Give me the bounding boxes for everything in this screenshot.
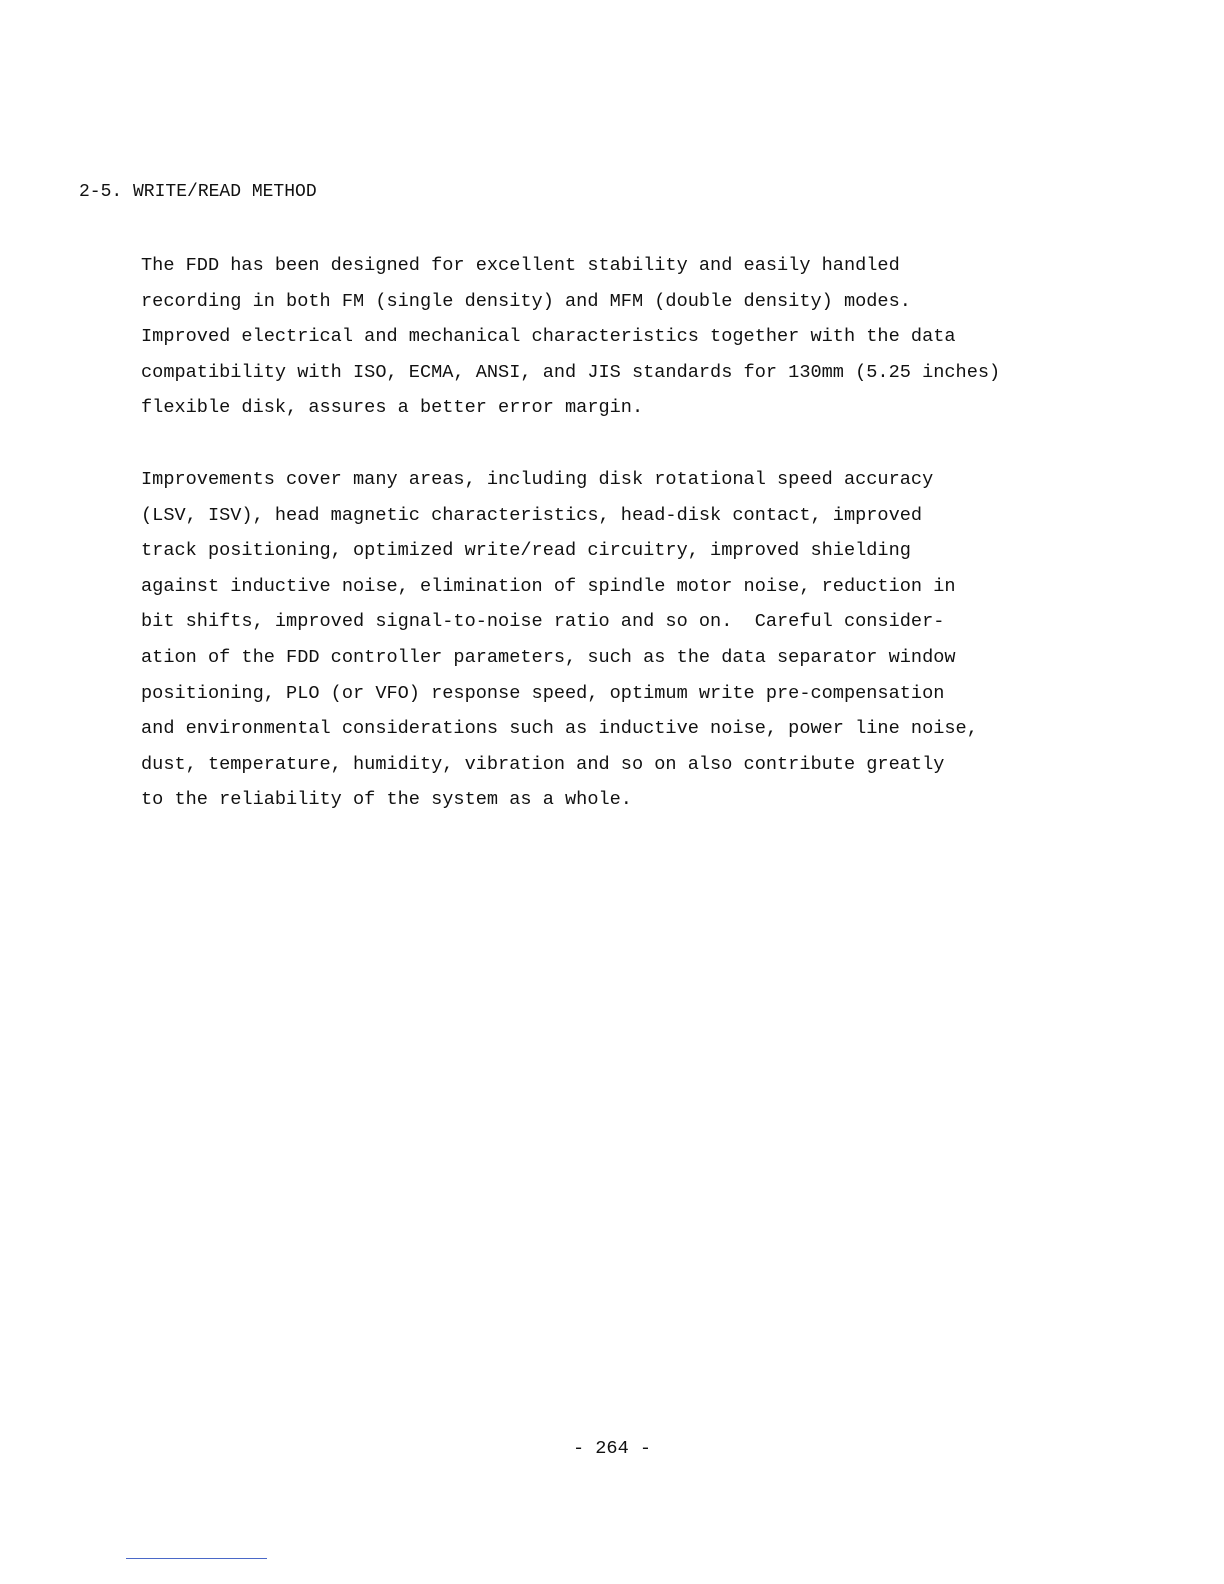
paragraph-line: flexible disk, assures a better error margin. — [141, 397, 644, 419]
paragraph-line: against inductive noise, elimination of spindle motor noise, reduction in — [141, 575, 956, 597]
paragraph-line: ation of the FDD controller parameters, such as the data separator window — [141, 646, 956, 668]
paragraph-line: to the reliability of the system as a whole. — [141, 789, 632, 811]
paragraph-line: compatibility with ISO, ECMA, ANSI, and JIS standards for 130mm (5.25 inches) — [141, 361, 1001, 383]
footnote-rule — [126, 1558, 267, 1559]
paragraph-line: dust, temperature, humidity, vibration and so on also contribute greatly — [141, 753, 945, 775]
paragraph-line: Improvements cover many areas, including disk rotational speed accuracy — [141, 469, 934, 490]
section-heading: 2-5. WRITE/READ METHOD — [79, 182, 317, 202]
paragraph-line: track positioning, optimized write/read circuitry, improved shielding — [141, 540, 911, 562]
paragraph-intro — [141, 248, 1141, 426]
paragraph-line: (LSV, ISV), head magnetic characteristics, head-disk contact, improved — [141, 504, 923, 526]
paragraph-line: The FDD has been designed for excellent stability and easily handled — [141, 255, 900, 276]
paragraph-line: recording in both FM (single density) and MFM (double density) modes. — [141, 290, 911, 312]
paragraph-line: positioning, PLO (or VFO) response speed, optimum write pre-compensation — [141, 682, 945, 704]
page-number: - 264 - — [572, 1438, 652, 1459]
paragraph-line: and environmental considerations such as inductive noise, power line noise, — [141, 718, 978, 740]
paragraph-improvements — [141, 462, 1141, 818]
paragraph-line: bit shifts, improved signal-to-noise ratio and so on. Careful consider- — [141, 611, 945, 633]
paragraph-line: Improved electrical and mechanical characteristics together with the data — [141, 326, 956, 348]
